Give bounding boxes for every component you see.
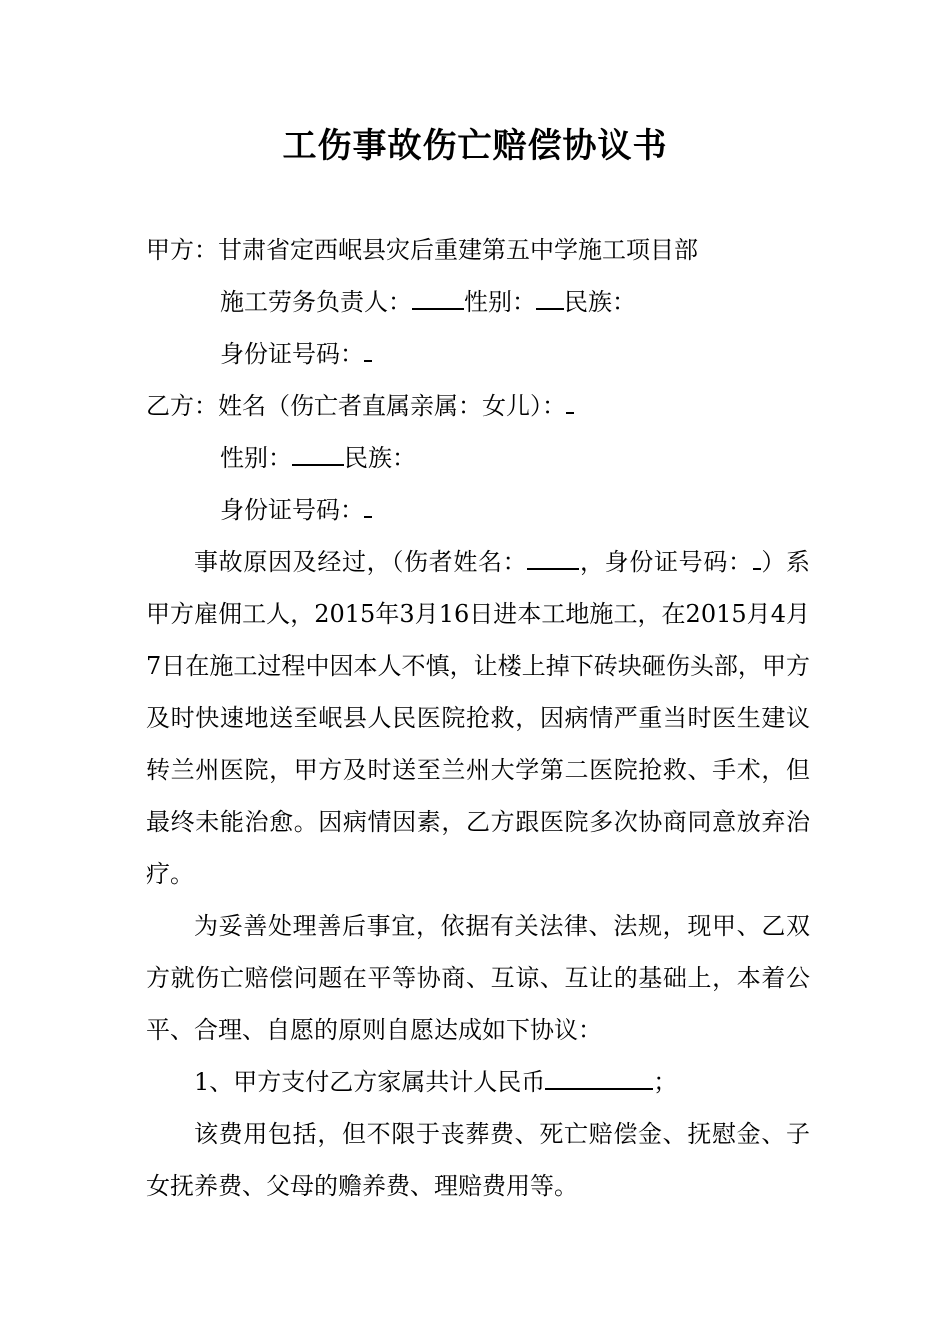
party-b-ethnicity-label: 民族：: [344, 444, 416, 472]
party-b-gender-label: 性别：: [220, 444, 292, 472]
party-b-label: 乙方：: [146, 392, 218, 420]
party-a-name: 甘肃省定西岷县灾后重建第五中学施工项目部: [218, 236, 698, 264]
party-a-gender-label: 性别：: [464, 288, 536, 316]
document-body: [146, 224, 810, 1212]
injured-id-blank: [753, 546, 761, 570]
manager-label: 施工劳务负责人：: [220, 288, 412, 316]
party-b-id-line: [146, 484, 810, 536]
party-b-id-label: 身份证号码：: [220, 496, 364, 524]
item1-detail-paragraph: 该费用包括，但不限于丧葬费、死亡赔偿金、抚慰金、子女抚养费、父母的赡养费、理赔费用等。: [146, 1120, 810, 1200]
party-b-gender-line: [146, 432, 810, 484]
document-title: 工伤事故伤亡赔偿协议书: [282, 126, 668, 166]
injured-name-blank: [527, 546, 579, 570]
party-b-gender-blank: [292, 442, 344, 466]
party-a-label: 甲方：: [146, 236, 218, 264]
party-a-ethnicity-label: 民族：: [564, 288, 636, 316]
basis-paragraph: 为妥善处理善后事宜，依据有关法律、法规，现甲、乙双方就伤亡赔偿问题在平等协商、互谅、互让的基础上，本着公平、合理、自愿的原则自愿达成如下协议：: [146, 912, 810, 1044]
item1-paragraph: [146, 1056, 810, 1108]
item1-text-2: ；: [653, 1068, 678, 1096]
accident-paragraph: [146, 536, 810, 900]
party-a-id-line: [146, 328, 810, 380]
party-b-name-label: 姓名（伤亡者直属亲属：女儿）：: [218, 392, 566, 420]
accident-text-3: ）系甲方雇佣工人，2015年3月16日进本工地施工，在2015月4月7日在施工过程中因本人不慎，让楼上掉下砖块砸伤头部，甲方及时快速地送至岷县人民医院抢救，因病情严重当时医生建议转兰州医院，甲方及时送至兰州大学第二医院抢救、手术，但最终未能治愈。因病情因素，乙方跟医院多次协商同意放弃治疗。: [146, 548, 811, 888]
party-b-line: [146, 380, 810, 432]
party-b-name-blank: [566, 390, 574, 414]
party-a-line: [146, 224, 810, 276]
party-a-gender-blank: [536, 286, 564, 310]
party-a-id-label: 身份证号码：: [220, 340, 364, 368]
accident-text-1: 事故原因及经过，（伤者姓名：: [194, 548, 528, 576]
accident-text-2: ，身份证号码：: [579, 548, 753, 576]
item1-text-1: 1、甲方支付乙方家属共计人民币: [194, 1068, 546, 1096]
party-a-id-blank: [364, 338, 372, 362]
party-a-manager-line: [146, 276, 810, 328]
manager-blank: [412, 286, 464, 310]
party-b-id-blank: [364, 494, 372, 518]
amount-blank: [545, 1066, 653, 1090]
